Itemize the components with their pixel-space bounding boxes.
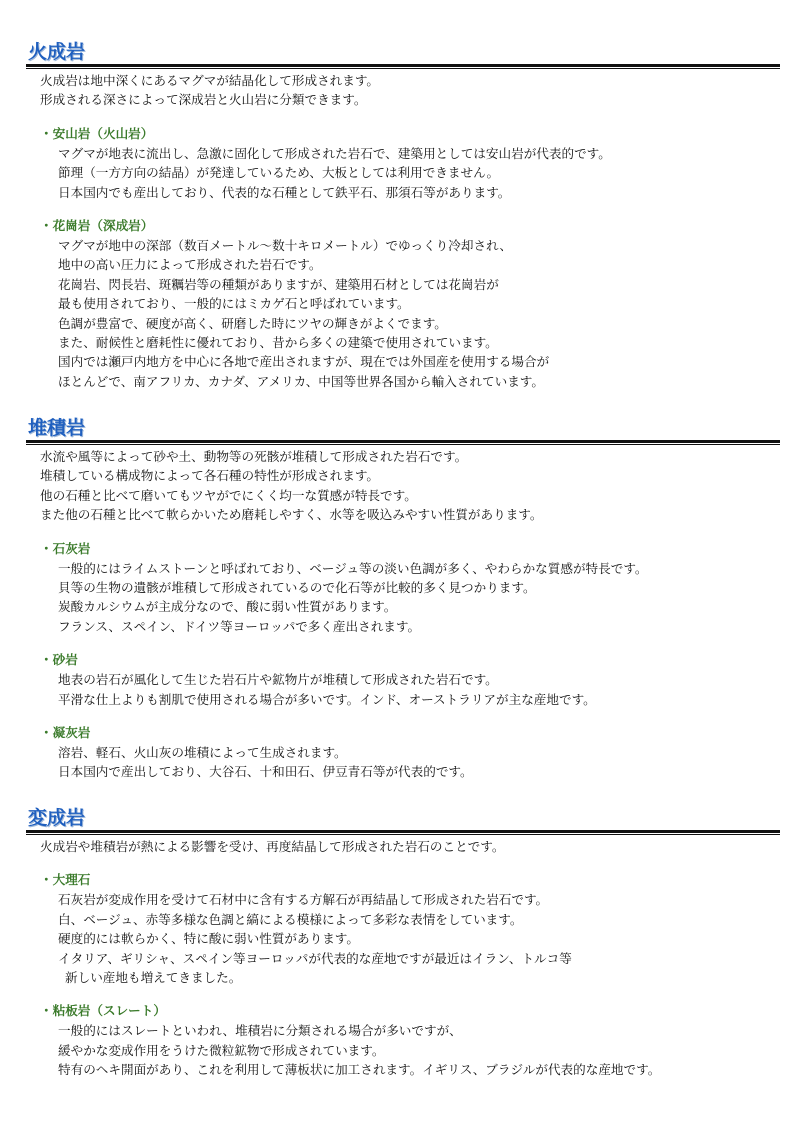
- section-heading: 堆積岩: [28, 417, 86, 439]
- body-line: ほとんどで、南アフリカ、カナダ、アメリカ、中国等世界各国から輸入されています。: [58, 373, 544, 389]
- body-line: 白、ベージュ、赤等多様な色調と縞による模様によって多彩な表情をしています。: [58, 911, 523, 927]
- subsection-title: ・砂岩: [40, 652, 78, 668]
- intro-line: 火成岩は地中深くにあるマグマが結晶化して形成されます。: [40, 73, 380, 88]
- body-line: 一般的にはスレートといわれ、堆積岩に分類される場合が多いですが、: [58, 1023, 462, 1039]
- section-intro: [26, 447, 780, 525]
- subsection: [26, 216, 780, 391]
- intro-line: 堆積している構成物によって各石種の特性が形成されます。: [40, 468, 380, 484]
- subsection: [26, 539, 780, 637]
- intro-line: 火成岩や堆積岩が熱による影響を受け、再度結晶して形成された岩石のことです。: [40, 839, 505, 854]
- body-line: 特有のヘキ開面があり、これを利用して薄板状に加工されます。イギリス、ブラジルが代表的な産地です。: [58, 1062, 661, 1078]
- subsection-title: ・凝灰岩: [40, 724, 91, 740]
- body-line: 平滑な仕上よりも割肌で使用される場合が多いです。インド、オーストラリアが主な産地です。: [58, 691, 596, 707]
- subsection: [26, 870, 780, 987]
- section-rule: [26, 830, 780, 835]
- body-line: 緩やかな変成作用をうけた微粒鉱物で形成されています。: [58, 1042, 385, 1058]
- body-line: 硬度的には軟らかく、特に酸に弱い性質があります。: [58, 931, 359, 947]
- body-line: 地表の岩石が風化して生じた岩石片や鉱物片が堆積して形成された岩石です。: [58, 672, 498, 688]
- section-1: [26, 40, 780, 391]
- subsection: [26, 1001, 780, 1079]
- intro-line: また他の石種と比べて軟らかいため磨耗しやすく、水等を吸込みやすい性質があります。: [40, 507, 543, 523]
- body-line: また、耐候性と磨耗性に優れており、昔から多くの建築で使用されています。: [58, 334, 498, 350]
- body-line: 溶岩、軽石、火山灰の堆積によって生成されます。: [58, 744, 347, 760]
- body-line: 石灰岩が変成作用を受けて石材中に含有する方解石が再結晶して形成された岩石です。: [58, 892, 549, 908]
- section-intro: [26, 71, 780, 110]
- section-rule: [26, 440, 780, 445]
- body-line: 日本国内で産出しており、大谷石、十和田石、伊豆青石等が代表的です。: [58, 764, 473, 780]
- subsection: [26, 650, 780, 709]
- body-line: 節理（一方方向の結晶）が発達しているため、大板としては利用できません。: [58, 165, 500, 181]
- section-intro: [26, 837, 780, 856]
- body-line: 地中の高い圧力によって形成された岩石です。: [58, 257, 322, 273]
- body-line: マグマが地中の深部（数百メートル～数十キロメートル）でゆっくり冷却され、: [58, 237, 513, 253]
- body-line: フランス、スペイン、ドイツ等ヨーロッパで多く産出されます。: [58, 618, 421, 634]
- intro-line: 形成される深さによって深成岩と火山岩に分類できます。: [40, 92, 367, 108]
- subsection-title: ・花崗岩（深成岩）: [40, 217, 154, 233]
- intro-line: 他の石種と比べて磨いてもツヤがでにくく均一な質感が特長です。: [40, 487, 417, 503]
- body-line: 花崗岩、閃長岩、斑糲岩等の種類がありますが、建築用石材としては花崗岩が: [58, 276, 499, 292]
- body-line: 新しい産地も増えてきました。: [65, 969, 242, 985]
- body-line: 炭酸カルシウムが主成分なので、酸に弱い性質があります。: [58, 599, 397, 615]
- body-line: 貝等の生物の遺骸が堆積して形成されているので化石等が比較的多く見つかります。: [58, 579, 536, 595]
- subsection-title: ・安山岩（火山岩）: [40, 125, 154, 141]
- subsection-title: ・石灰岩: [40, 540, 91, 556]
- body-line: 最も使用されており、一般的にはミカゲ石と呼ばれています。: [58, 296, 410, 312]
- subsection: [26, 723, 780, 782]
- body-line: 国内では瀬戸内地方を中心に各地で産出されますが、現在では外国産を使用する場合が: [58, 354, 550, 370]
- subsection-title: ・大理石: [40, 872, 91, 888]
- subsection-title: ・粘板岩（スレート）: [40, 1003, 166, 1019]
- section-heading: 変成岩: [28, 807, 86, 829]
- subsection: [26, 124, 780, 202]
- body-line: 一般的にはライムストーンと呼ばれており、ベージュ等の淡い色調が多く、やわらかな質感が特長です。: [58, 560, 648, 576]
- intro-line: 水流や風等によって砂や土、動物等の死骸が堆積して形成された岩石です。: [40, 449, 468, 464]
- body-line: 日本国内でも産出しており、代表的な石種として鉄平石、那須石等があります。: [58, 184, 511, 200]
- section-3: [26, 806, 780, 1080]
- section-rule: [26, 64, 780, 69]
- body-line: 色調が豊富で、硬度が高く、研磨した時にツヤの輝きがよくでます。: [58, 315, 447, 331]
- body-line: マグマが地表に流出し、急激に固化して形成された岩石で、建築用としては安山岩が代表的です。: [58, 145, 611, 161]
- section-2: [26, 416, 780, 782]
- body-line: イタリア、ギリシャ、スペイン等ヨーロッパが代表的な産地ですが最近はイラン、トルコ等: [58, 950, 572, 966]
- section-heading: 火成岩: [28, 41, 86, 63]
